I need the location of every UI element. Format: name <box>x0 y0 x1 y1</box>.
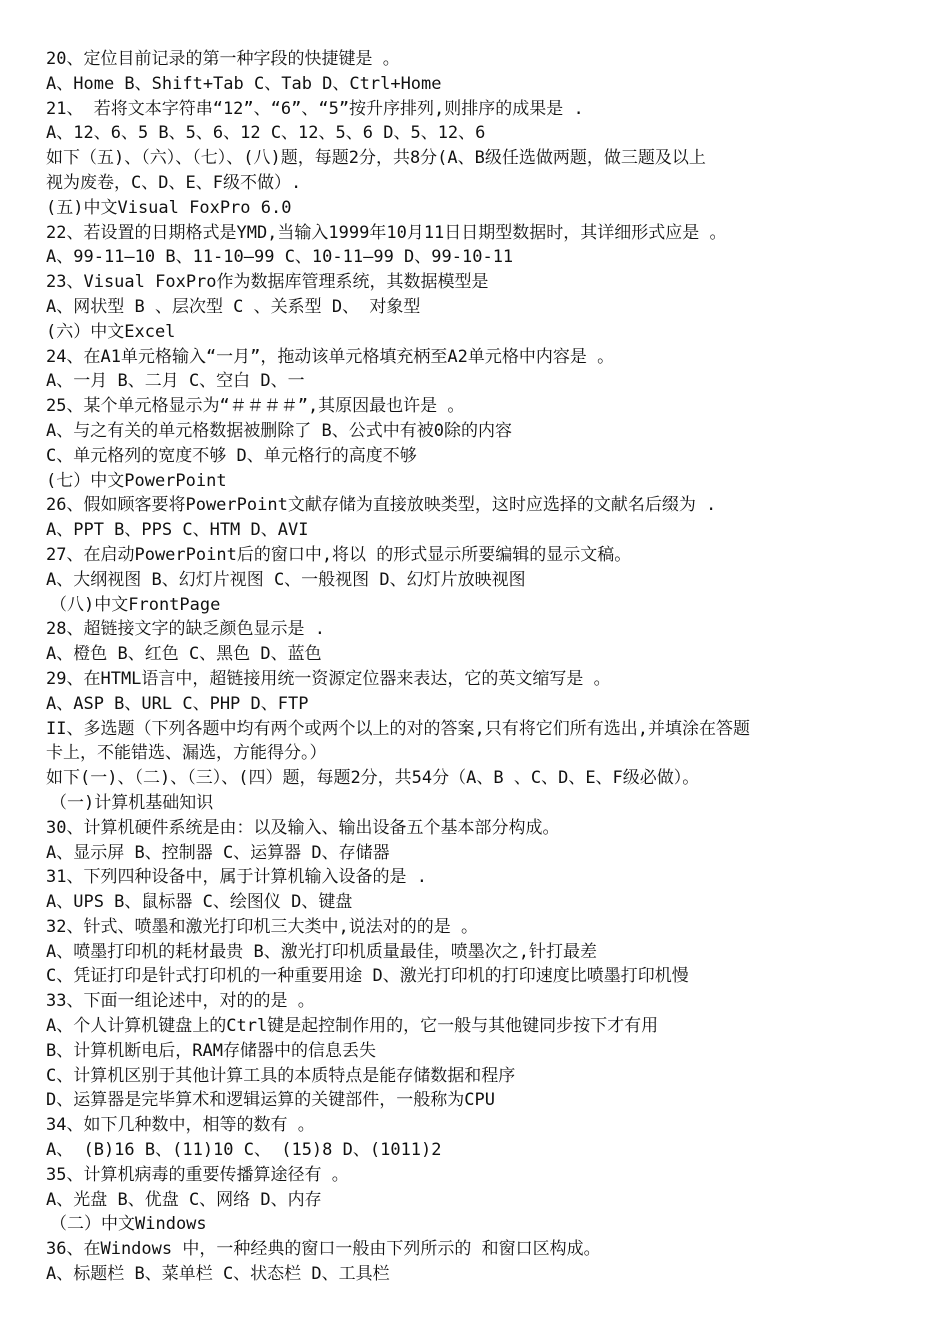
question-text: 26、假如顾客要将PowerPoint文献存储为直接放映类型，这时应选择的文献名后缀为 . <box>46 495 717 516</box>
question-text: 28、超链接文字的缺乏颜色显示是 . <box>46 619 325 640</box>
question-text: 24、在A1单元格输入“一月”，拖动该单元格填充柄至A2单元格中内容是 。 <box>46 346 615 367</box>
question-text: 29、在HTML语言中，超链接用统一资源定位器来表达，它的英文缩写是 。 <box>46 668 611 689</box>
answer-options: A、Home B、Shift+Tab C、Tab D、Ctrl+Home <box>46 73 442 94</box>
section-heading: （二）中文Windows <box>50 1214 207 1235</box>
answer-options: A、一月 B、二月 C、空白 D、一 <box>46 371 305 392</box>
instructions-text: 如下（五)、（六）、（七）、(八)题，每题2分，共8分(A、B级任选做两题，做三题及以上 <box>46 148 706 169</box>
section-heading: (七）中文PowerPoint <box>46 470 227 491</box>
document-page <box>46 47 916 1287</box>
answer-options: A、与之有关的单元格数据被删除了 B、公式中有被0除的内容 <box>46 420 512 441</box>
section-heading: （八)中文FrontPage <box>50 594 221 615</box>
question-text: 23、Visual FoxPro作为数据库管理系统，其数据模型是 <box>46 272 489 293</box>
section-heading: (六）中文Excel <box>46 321 176 342</box>
section-heading: (五)中文Visual FoxPro 6.0 <box>46 197 292 218</box>
question-text: 22、若设置的日期格式是YMD,当输入1999年10月11日日期型数据时，其详细形式应是 。 <box>46 222 727 243</box>
answer-options: A、UPS B、鼠标器 C、绘图仪 D、键盘 <box>46 892 353 913</box>
question-text: 30、计算机硬件系统是由：以及输入、输出设备五个基本部分构成。 <box>46 817 560 838</box>
answer-options: A、 (B)16 B、(11)10 C、 (15)8 D、(1011)2 <box>46 1140 442 1161</box>
instructions-text: II、多选题（下列各题中均有两个或两个以上的对的答案,只有将它们所有选出,并填涂在答题 <box>46 718 750 739</box>
answer-options: A、橙色 B、红色 C、黑色 D、蓝色 <box>46 644 322 665</box>
instructions-text: 如下(一)、（二)、（三）、(四）题，每题2分，共54分（A、B 、C、D、E、F级必做）。 <box>46 768 700 789</box>
answer-options: C、计算机区别于其他计算工具的本质特点是能存储数据和程序 <box>46 1065 516 1086</box>
instructions-text: 卡上，不能错选、漏选，方能得分。） <box>46 743 327 764</box>
question-text: 36、在Windows 中，一种经典的窗口一般由下列所示的 和窗口区构成。 <box>46 1239 601 1260</box>
question-text: 35、计算机病毒的重要传播算途径有 。 <box>46 1164 349 1185</box>
question-text: 32、针式、喷墨和激光打印机三大类中,说法对的的是 。 <box>46 916 478 937</box>
answer-options: A、个人计算机键盘上的Ctrl键是起控制作用的，它一般与其他键同步按下才有用 <box>46 1016 659 1037</box>
answer-options: C、凭证打印是针式打印机的一种重要用途 D、激光打印机的打印速度比喷墨打印机慢 <box>46 966 689 987</box>
answer-options: C、单元格列的宽度不够 D、单元格行的高度不够 <box>46 445 417 466</box>
answer-options: D、运算器是完毕算术和逻辑运算的关键部件，一般称为CPU <box>46 1090 495 1111</box>
answer-options: A、标题栏 B、菜单栏 C、状态栏 D、工具栏 <box>46 1264 390 1285</box>
answer-options: A、大纲视图 B、幻灯片视图 C、一般视图 D、幻灯片放映视图 <box>46 569 526 590</box>
question-text: 33、下面一组论述中，对的的是 。 <box>46 991 315 1012</box>
question-text: 34、如下几种数中，相等的数有 。 <box>46 1115 315 1136</box>
answer-options: A、ASP B、URL C、PHP D、FTP <box>46 693 309 714</box>
answer-options: A、显示屏 B、控制器 C、运算器 D、存储器 <box>46 842 390 863</box>
answer-options: A、光盘 B、优盘 C、网络 D、内存 <box>46 1189 322 1210</box>
answer-options: A、12、6、5 B、5、6、12 C、12、5、6 D、5、12、6 <box>46 123 486 144</box>
question-text: 20、定位目前记录的第一种字段的快捷键是 。 <box>46 49 400 69</box>
question-text: 31、下列四种设备中，属于计算机输入设备的是 . <box>46 867 427 888</box>
answer-options: B、计算机断电后，RAM存储器中的信息丢失 <box>46 1040 376 1061</box>
section-heading: （一)计算机基础知识 <box>50 792 214 813</box>
instructions-text: 视为废卷，C、D、E、F级不做）. <box>46 172 302 193</box>
question-text: 25、某个单元格显示为“＃＃＃＃”,其原因最也许是 。 <box>46 396 465 417</box>
answer-options: A、PPT B、PPS C、HTM D、AVI <box>46 520 309 541</box>
answer-options: A、网状型 B 、层次型 C 、关系型 D、 对象型 <box>46 296 421 317</box>
answer-options: A、99-11—10 B、11-10—99 C、10-11—99 D、99-10-11 <box>46 247 514 268</box>
question-text: 21、 若将文本字符串“12”、“6”、“5”按升序排列,则排序的成果是 . <box>46 98 584 119</box>
answer-options: A、喷墨打印机的耗材最贵 B、激光打印机质量最佳，喷墨次之,针打最差 <box>46 941 597 962</box>
question-text: 27、在启动PowerPoint后的窗口中,将以 的形式显示所要编辑的显示文稿。 <box>46 544 632 565</box>
